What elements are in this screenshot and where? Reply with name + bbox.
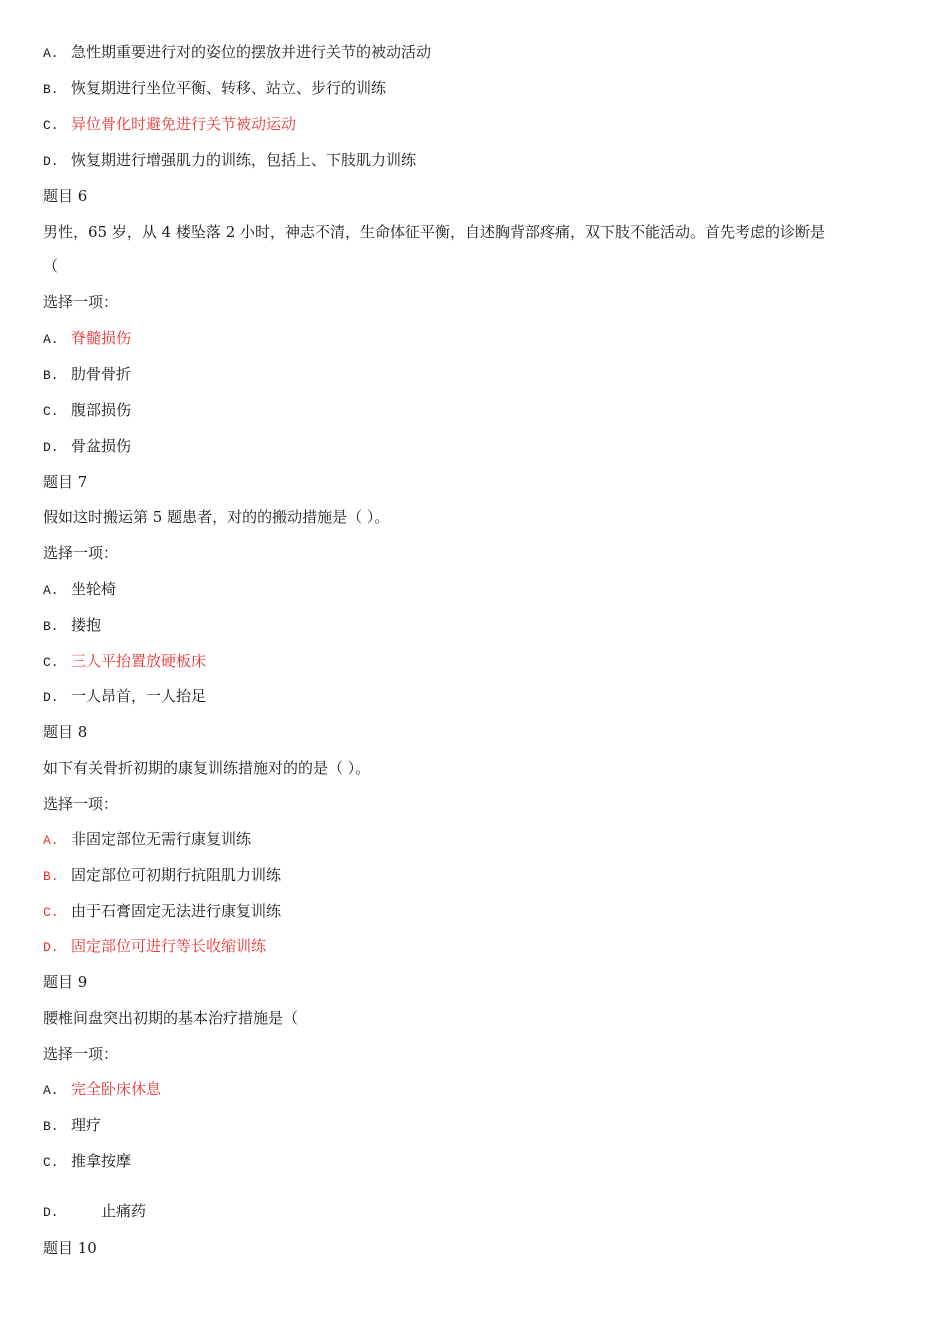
q7-option-c (43, 651, 206, 673)
option-text: 搂抱 (71, 616, 102, 634)
correct-answer-text: 固定部位可进行等长收缩训练 (71, 937, 267, 955)
choose-one-prompt: 选择一项： (43, 795, 119, 813)
question-title: 题目 6 (43, 187, 88, 205)
q9-option-b (43, 1115, 101, 1137)
question-text: 男性，65 岁，从 4 楼坠落 2 小时，神志不清，生命体征平衡，自述胸背部疼痛，双下肢不能活动。首先考虑的诊断是 (43, 223, 826, 241)
question-text: 如下有关骨折初期的康复训练措施对的的是（ ）。 (43, 759, 371, 777)
question-text: 腰椎间盘突出初期的基本治疗措施是（ (43, 1009, 299, 1027)
option-letter: A. (43, 1083, 59, 1098)
option-letter: D. (43, 1205, 59, 1220)
option-letter: C. (43, 655, 59, 670)
q6-option-c (43, 400, 131, 422)
q8-option-d (43, 936, 266, 958)
q6-option-d (43, 436, 131, 458)
q9-option-a (43, 1079, 161, 1101)
q7-option-d (43, 686, 206, 708)
question-text: 假如这时搬运第 5 题患者，对的的搬动措施是（ ）。 (43, 508, 390, 526)
q5-option-c (43, 114, 296, 136)
q8-option-c (43, 901, 281, 923)
correct-answer-text: 完全卧床休息 (71, 1080, 162, 1098)
option-letter: A. (43, 583, 59, 598)
option-text: 非固定部位无需行康复训练 (71, 830, 252, 848)
option-letter: B. (43, 368, 59, 383)
option-letter: A. (43, 833, 59, 848)
option-text: 止痛药 (101, 1202, 147, 1220)
q5-option-b (43, 78, 386, 100)
correct-answer-text: 脊髓损伤 (71, 329, 132, 347)
option-text: 固定部位可初期行抗阻肌力训练 (71, 866, 282, 884)
option-text: 理疗 (71, 1116, 102, 1134)
question-title: 题目 7 (43, 473, 88, 491)
option-text: 由于石膏固定无法进行康复训练 (71, 902, 282, 920)
option-text: 恢复期进行增强肌力的训练，包括上、下肢肌力训练 (71, 151, 417, 169)
option-text: 坐轮椅 (71, 580, 117, 598)
option-letter: C. (43, 905, 59, 920)
option-text: 肋骨骨折 (71, 365, 132, 383)
option-letter: D. (43, 154, 59, 169)
option-text: 腹部损伤 (71, 401, 132, 419)
option-letter: C. (43, 404, 59, 419)
q7-option-a (43, 579, 116, 601)
option-letter: C. (43, 118, 59, 133)
question-title: 题目 8 (43, 723, 88, 741)
question-title: 题目 10 (43, 1239, 97, 1257)
q5-option-d (43, 150, 416, 172)
q8-option-b (43, 865, 281, 887)
choose-one-prompt: 选择一项： (43, 1045, 119, 1063)
q8-option-a (43, 829, 251, 851)
option-letter: C. (43, 1155, 59, 1170)
option-letter: D. (43, 440, 59, 455)
q6-option-b (43, 364, 131, 386)
q9-option-c (43, 1151, 131, 1173)
correct-answer-text: 异位骨化时避免进行关节被动运动 (71, 115, 297, 133)
option-text: 一人昂首，一人抬足 (71, 687, 207, 705)
option-letter: D. (43, 940, 59, 955)
option-letter: B. (43, 82, 59, 97)
choose-one-prompt: 选择一项： (43, 293, 119, 311)
option-text: 恢复期进行坐位平衡、转移、站立、步行的训练 (71, 79, 387, 97)
question-text-continued: （ (43, 257, 59, 275)
option-letter: A. (43, 46, 59, 61)
option-text: 推拿按摩 (71, 1152, 132, 1170)
choose-one-prompt: 选择一项： (43, 544, 119, 562)
option-letter: B. (43, 869, 59, 884)
option-text: 骨盆损伤 (71, 437, 132, 455)
q6-option-a (43, 328, 131, 350)
q7-option-b (43, 615, 101, 637)
option-letter: B. (43, 619, 59, 634)
option-letter: A. (43, 332, 59, 347)
option-letter: D. (43, 690, 59, 705)
q9-option-d (43, 1201, 146, 1223)
question-title: 题目 9 (43, 973, 88, 991)
option-text: 急性期重要进行对的姿位的摆放并进行关节的被动活动 (71, 43, 432, 61)
correct-answer-text: 三人平抬置放硬板床 (71, 652, 207, 670)
option-letter: B. (43, 1119, 59, 1134)
q5-option-a (43, 42, 431, 64)
